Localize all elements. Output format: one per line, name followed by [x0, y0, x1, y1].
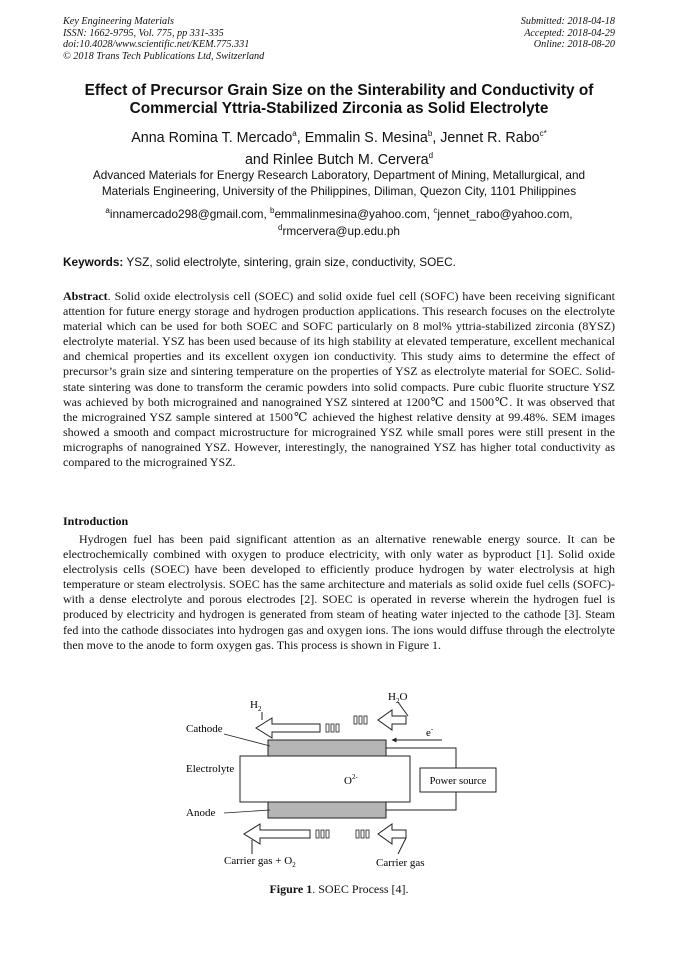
affiliation-line-1: Advanced Materials for Energy Research Laboratory, Department of Mining, Metallurgical, and — [92, 168, 586, 182]
copyright-line: © 2018 Trans Tech Publications Ltd, Switzerland — [63, 50, 265, 62]
anode-layer — [268, 802, 386, 818]
author-affiliation-mark: d — [428, 151, 434, 161]
carrier-o2-label: Carrier gas + $O_2$ — [224, 855, 296, 869]
h2-flow-mark — [336, 724, 339, 732]
carrier-gas-line — [398, 838, 406, 854]
email-address[interactable]: emmalinmesina@yahoo.com, — [274, 206, 434, 221]
caption-label: Figure 1 — [269, 882, 313, 896]
h2o-down-line — [398, 702, 408, 716]
journal-name: Key Engineering Materials — [63, 16, 174, 27]
o2-flow-mark — [321, 830, 324, 838]
cathode-label: Cathode — [186, 723, 223, 735]
author-name: Emmalin S. Mesina — [304, 129, 428, 146]
author-separator: , — [432, 129, 441, 146]
email-address[interactable]: innamercado298@gmail.com, — [109, 206, 271, 221]
journal-header-right — [521, 16, 615, 51]
email-address[interactable]: rmcervera@up.edu.ph — [282, 223, 400, 238]
email-mark: a — [105, 206, 110, 215]
email-address[interactable]: jennet_rabo@yahoo.com, — [437, 206, 573, 221]
email-line-2 — [40, 221, 638, 238]
power-source-label: Power source — [429, 776, 487, 787]
keywords-text: YSZ, solid electrolyte, sintering, grain size, conductivity, SOEC. — [123, 255, 456, 269]
h2-outlet-arrow — [256, 718, 320, 738]
carrier-flow-mark — [361, 830, 364, 838]
carrier-o2-outlet-arrow — [244, 824, 310, 844]
affiliation — [40, 168, 638, 199]
electrolyte-layer — [240, 756, 410, 802]
author-line-2 — [40, 147, 638, 169]
author-affiliation-mark: a — [292, 129, 297, 138]
oxide-ion-label: $O^{2-}$ — [344, 773, 358, 787]
introduction-heading: Introduction — [63, 514, 129, 528]
journal-header-left — [63, 16, 264, 62]
abstract-label: Abstract — [63, 289, 108, 303]
email-line-1 — [40, 204, 638, 221]
electron-label: e- — [426, 725, 434, 739]
anode-label: Anode — [186, 807, 216, 819]
cathode-layer — [268, 740, 386, 756]
author-affiliation-mark: b — [427, 129, 433, 138]
email-mark: d — [277, 222, 283, 232]
cathode-pointer — [224, 734, 270, 746]
keywords-label: Keywords: — [63, 255, 124, 269]
soec-diagram — [180, 688, 500, 874]
h2o-label: $H_2O$ — [388, 691, 408, 705]
issn-line: ISSN: 1662-9795, Vol. 775, pp 331-335 — [63, 27, 224, 39]
h2-flow-mark — [331, 724, 334, 732]
author-name: and Rinlee Butch M. Cervera — [244, 152, 429, 169]
author-line-1 — [40, 125, 638, 147]
accepted-date: Accepted: 2018-04-29 — [524, 27, 615, 39]
abstract-text: . Solid oxide electrolysis cell (SOEC) and solid oxide fuel cell (SOFC) have been receiving significant attention for future energy storage and hydrogen production applications. This research focuses on the electrolyte material which can be used for both SOEC and SOFC particularly on 8 mol% yttria-stabilized zirconia (8YSZ) electrolyte material. YSZ has been used because of its high stability at elevated temperature, excellent mechanical and chemical properties and its excellent oxygen ion conductivity. This study aims to determine the effect of precursor’s grain size and sintering temperature on the properties of YSZ as electrolyte material for SOEC. Solid-state sintering was done to transform the ceramic powders into solid compacts. Pure cubic fluorite structure YSZ was achieved by both micrograined and nanograined YSZ sintered at 1200℃ and 1500℃. It was observed that the micrograined YSZ sample sintered at 1500℃ achieved the highest relative density at 99.48%. SEM images showed a smooth and compact microstructure for micrograined YSZ while small pores were still present in the micrographs of nanograined YSZ. However, interestingly, the nanograined YSZ has higher total conductivity as compared to the micrograined YSZ. — [63, 289, 615, 470]
submitted-date: Submitted: 2018-04-18 — [520, 16, 615, 27]
anode-pointer — [224, 810, 270, 813]
title-line-1: Effect of Precursor Grain Size on the Sinterability and Conductivity of — [84, 82, 594, 99]
author-list — [40, 125, 638, 170]
h2-flow-mark — [326, 724, 329, 732]
author-separator: , — [296, 129, 305, 146]
online-date: Online: 2018-08-20 — [533, 39, 615, 50]
carrier-flow-mark — [366, 830, 369, 838]
caption-text: . SOEC Process [4]. — [312, 882, 409, 896]
h2o-flow-mark — [364, 716, 367, 724]
carrier-gas-inlet-arrow — [378, 824, 406, 844]
figure-caption — [40, 882, 638, 897]
h2o-flow-mark — [354, 716, 357, 724]
author-affiliation-mark: c* — [539, 129, 547, 138]
abstract — [63, 289, 615, 470]
email-mark: b — [270, 206, 275, 215]
o2-flow-mark — [316, 830, 319, 838]
h2o-inlet-arrow — [378, 710, 406, 730]
email-mark: c — [433, 206, 438, 215]
paper-title — [40, 82, 638, 118]
doi-line: doi:10.4028/www.scientific.net/KEM.775.331 — [63, 39, 250, 50]
title-line-2: Commercial Yttria-Stabilized Zirconia as Solid Electrolyte — [129, 100, 549, 117]
carrier-gas-label: Carrier gas — [376, 857, 425, 869]
author-name: Jennet R. Rabo — [440, 129, 540, 146]
keywords — [63, 255, 618, 269]
author-name: Anna Romina T. Mercado — [131, 129, 293, 146]
h2o-flow-mark — [359, 716, 362, 724]
author-emails — [40, 204, 638, 238]
affiliation-line-2: Materials Engineering, University of the Philippines, Diliman, Quezon City, 1101 Philippines — [101, 183, 577, 198]
o2-flow-mark — [326, 830, 329, 838]
introduction-paragraph: Hydrogen fuel has been paid significant attention as an alternative renewable energy source. It can be electrochemically combined with oxygen to produce electricity, with only water as byproduct [1]. Solid oxide electrolysis cells (SOEC) have been developed to efficiently produce hydrogen by water electrolysis at high temperature or steam electrolysis. SOEC has the same architecture and materials as solid oxide fuel cells (SOFC)- with a dense electrolyte and porous electrodes [2]. SOEC is operated in reverse wherein the hydrogen fuel is produced by electricity and hydrogen is generated from steam of heating water injected to the cathode [3]. Steam fed into the cathode dissociates into hydrogen gas and oxygen ions. The ions would diffuse through the electrolyte then move to the anode to form oxygen gas. This process is shown in Figure 1. — [63, 532, 615, 652]
carrier-flow-mark — [356, 830, 359, 838]
h2-label: $H_2$ — [250, 699, 262, 713]
electrolyte-label: Electrolyte — [186, 763, 235, 775]
